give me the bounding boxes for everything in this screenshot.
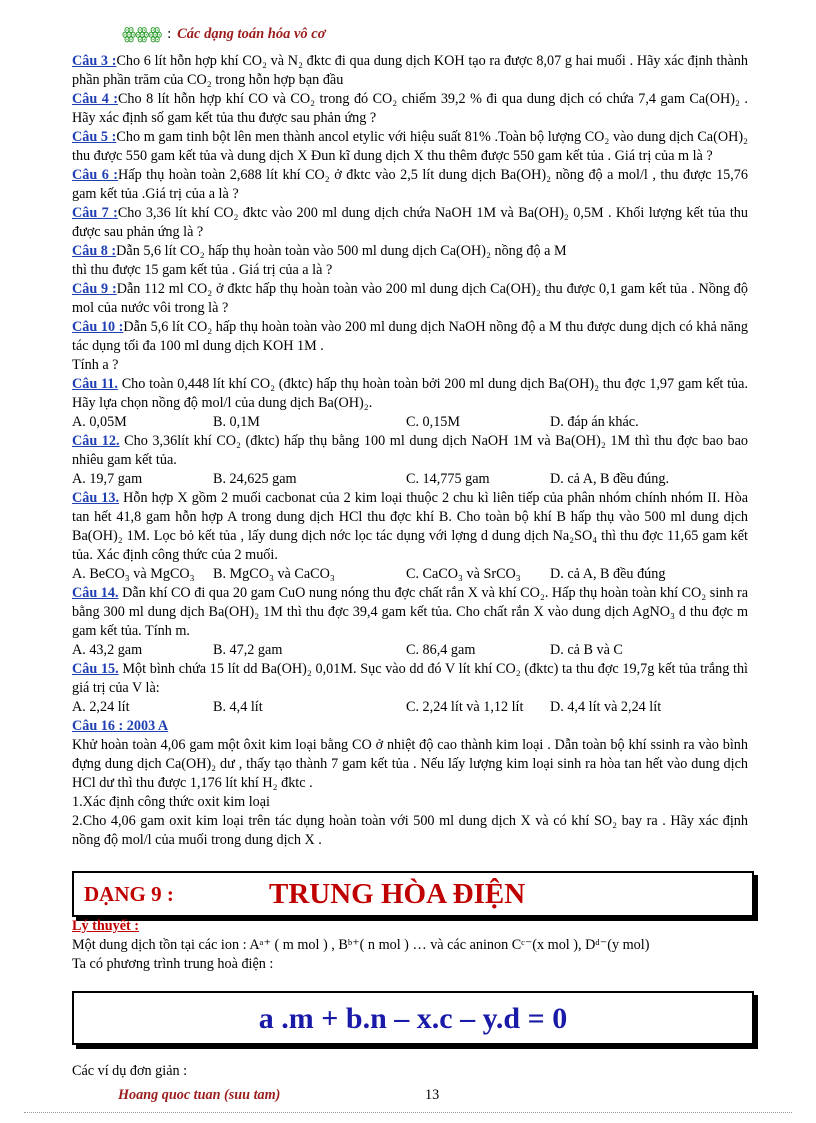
question-text: Cho m gam tinh bột lên men thành ancol etylic với hiệu suất 81% .Toàn bộ lượng CO₂ vào dung dịch Ca(OH)₂ thu được 550 gam kết tủa và dung dịch X Đun kĩ dung dịch X thu thêm được 550 gam kết tủa . Giá trị của m là ?	[72, 129, 748, 164]
question-text: Dẫn 5,6 lít CO₂ hấp thụ hoàn toàn vào 500 ml dung dịch Ca(OH)₂ nồng độ a M	[116, 243, 567, 259]
theory-line-2: Ta có phương trình trung hoà điện :	[72, 956, 274, 972]
question-label: Câu 15.	[72, 661, 119, 677]
answer-options	[72, 470, 748, 489]
question-6	[72, 166, 748, 204]
question-14	[72, 584, 748, 641]
question-label: Câu 10 :	[72, 319, 124, 335]
option-b: B. 24,625 gam	[213, 471, 297, 487]
header-separator: :	[167, 25, 172, 42]
option-b: B. 47,2 gam	[213, 642, 283, 658]
question-label: Câu 3 :	[72, 53, 117, 69]
footer-divider	[24, 1112, 792, 1113]
answer-options	[72, 641, 748, 660]
question-text: Dẫn khí CO đi qua 20 gam CuO nung nóng thu đợc chất rắn X và khí CO₂. Hấp thụ hoàn toàn khí CO₂ sinh ra bằng 300 ml dung dịch Ba(OH)₂ 1M thì thu đợc 39,4 gam kết tủa. Cho chất rắn X vào dung dịch AgNO₃ d thu đợc m gam kết tủa. Tính m.	[72, 585, 749, 639]
answer-options	[72, 413, 748, 432]
question-label: Câu 4 :	[72, 91, 118, 107]
question-9	[72, 280, 748, 318]
section-title: TRUNG HÒA ĐIỆN	[269, 877, 526, 910]
theory-block	[72, 917, 748, 974]
option-c: C. 86,4 gam	[406, 642, 476, 658]
section-label: DẠNG 9 :	[84, 881, 174, 906]
option-a: A. 19,7 gam	[72, 471, 143, 487]
question-text: Cho toàn 0,448 lít khí CO₂ (đktc) hấp thụ hoàn toàn bởi 200 ml dung dịch Ba(OH)₂ thu đợc 1,97 gam kết tủa. Hãy lựa chọn nồng độ mol/l của dung dịch Ba(OH)₂.	[72, 376, 748, 411]
question-16-part-2: 2.Cho 4,06 gam oxit kim loại trên tác dụng hoàn toàn với 500 ml dung dịch X và có khí SO₂ bay ra . Hãy xác định nồng độ mol/l của muối trong dung dịch X .	[72, 813, 748, 848]
question-text-cont: thì thu được 15 gam kết tủa . Giá trị của a là ?	[72, 262, 333, 278]
question-text: Dẫn 112 ml CO₂ ở đktc hấp thụ hoàn toàn vào 200 ml dung dịch Ca(OH)₂ thu được 0,1 gam kết tủa . Nồng độ mol của nước vôi trong là ?	[72, 281, 748, 316]
option-b: B. MgCO₃ và CaCO₃	[213, 566, 335, 582]
formula-box	[72, 991, 754, 1045]
option-a: A. 43,2 gam	[72, 642, 143, 658]
logo-icon: ꙮꙮꙮ	[122, 25, 162, 43]
section-heading-box	[72, 871, 754, 917]
question-label: Câu 9 :	[72, 281, 117, 297]
question-text: Cho 3,36lít khí CO₂ (đktc) hấp thụ bằng 100 ml dung dịch NaOH 1M và Ba(OH)₂ 1M thì thu đợc bao bao nhiêu gam kết tủa.	[72, 433, 748, 468]
option-a: A. BeCO₃ và MgCO₃	[72, 566, 195, 582]
question-12	[72, 432, 748, 470]
option-d: D. cả A, B đều đúng.	[550, 471, 669, 487]
question-7	[72, 204, 748, 242]
question-label: Câu 13.	[72, 490, 120, 506]
option-c: C. CaCO₃ và SrCO₃	[406, 566, 521, 582]
question-text: Một bình chứa 15 lít dd Ba(OH)₂ 0,01M. Sục vào dd đó V lít khí CO₂ (đktc) ta thu đợc 19,7g kết tủa trắng thì giá trị của V là:	[72, 661, 748, 696]
charge-balance-formula: a .m + b.n – x.c – y.d = 0	[258, 1001, 568, 1035]
question-11	[72, 375, 748, 413]
question-16-part-1: 1.Xác định công thức oxit kim loại	[72, 794, 271, 810]
page-number: 13	[425, 1087, 440, 1103]
question-label: Câu 12.	[72, 433, 120, 449]
question-16	[72, 717, 748, 736]
question-label: Câu 7 :	[72, 205, 118, 221]
option-a: A. 2,24 lít	[72, 699, 130, 715]
question-text: Cho 3,36 lít khí CO₂ đktc vào 200 ml dung dịch chứa NaOH 1M và Ba(OH)₂ 0,5M . Khối lượng kết tủa thu được sau phản ứng là ?	[72, 205, 748, 240]
questions-list	[72, 52, 748, 850]
question-4	[72, 90, 748, 128]
option-b: B. 0,1M	[213, 414, 260, 430]
header-title: Các dạng toán hóa vô cơ	[177, 25, 326, 42]
answer-options	[72, 565, 748, 584]
option-d: D. cả B và C	[550, 642, 623, 658]
theory-line-1: Một dung dịch tồn tại các ion : Aᵃ⁺ ( m mol ) , Bᵇ⁺( n mol ) … và các aninon Cᶜ⁻(x mol ), Dᵈ⁻(y mol)	[72, 937, 650, 953]
examples-label: Các ví dụ đơn giản :	[72, 1063, 188, 1079]
question-16-body: Khử hoàn toàn 4,06 gam một ôxit kim loại bằng CO ở nhiệt độ cao thành kim loại . Dẫn toàn bộ khí ssinh ra vào bình đựng dung dịch Ca(OH)₂ dư , thấy tạo thành 7 gam kết tủa . Nếu lấy lượng kim loại sinh ra hòa tan hết vào dung dịch HCl dư thì thu được 1,176 lít khí H₂ đktc .	[72, 737, 748, 791]
question-label: Câu 8 :	[72, 243, 117, 259]
question-label: Câu 5 :	[72, 129, 117, 145]
question-text: Hấp thụ hoàn toàn 2,688 lít khí CO₂ ở đktc vào 2,5 lít dung dịch Ba(OH)₂ nồng độ a mol/l , thu được 15,76 gam kết tủa .Giá trị của a là ?	[72, 167, 748, 202]
option-d: D. đáp án khác.	[550, 414, 639, 430]
question-text: Dẫn 5,6 lít CO₂ hấp thụ hoàn toàn vào 200 ml dung dịch NaOH nồng độ a M thu được dung dịch có khả năng tác dụng tối đa 100 ml dung dịch KOH 1M .	[72, 319, 748, 354]
question-3	[72, 52, 748, 90]
question-10	[72, 318, 748, 375]
question-label: Câu 11.	[72, 376, 118, 392]
page-header	[122, 23, 326, 45]
question-13	[72, 489, 748, 565]
question-15	[72, 660, 748, 698]
question-text-cont: Tính a ?	[72, 357, 119, 373]
option-c: C. 2,24 lít và 1,12 lít	[406, 699, 524, 715]
question-text: Cho 8 lít hỗn hợp khí CO và CO₂ trong đó CO₂ chiếm 39,2 % đi qua dung dịch có chứa 7,4 gam Ca(OH)₂ . Hãy xác định số gam kết tủa thu được sau phản ứng ?	[72, 91, 748, 126]
option-d: D. 4,4 lít và 2,24 lít	[550, 699, 662, 715]
question-5	[72, 128, 748, 166]
theory-heading: Lý thuyết :	[72, 918, 139, 934]
option-d: D. cả A, B đều đúng	[550, 566, 666, 582]
option-c: C. 0,15M	[406, 414, 460, 430]
question-8	[72, 242, 748, 280]
option-a: A. 0,05M	[72, 414, 127, 430]
question-text: Hỗn hợp X gồm 2 muối cacbonat của 2 kim loại thuộc 2 chu kì liên tiếp của phân nhóm chính nhóm II. Hòa tan hết 41,8 gam hỗn hợp A trong dung dịch HCl thu đợc khí B. Cho toàn bộ khí B hấp thụ vào 500 ml dung dịch Ba(OH)₂ 1M. Lọc bỏ kết tủa , lấy dung dịch nớc lọc tác dụng với lợng d dung dịch Na₂SO₄ thì thu đợc 11,65 gam kết tủa. Xác định công thức của 2 muối.	[72, 490, 749, 563]
footer-author: Hoang quoc tuan (suu tam)	[118, 1087, 281, 1103]
question-label: Câu 14.	[72, 585, 119, 601]
question-text: Cho 6 lít hỗn hợp khí CO₂ và N₂ đktc đi qua dung dịch KOH tạo ra được 8,07 g hai muối . Hãy xác định thành phần phần trăm của CO₂ trong hỗn hợp bạn đầu	[72, 53, 748, 88]
option-b: B. 4,4 lít	[213, 699, 263, 715]
option-c: C. 14,775 gam	[406, 471, 490, 487]
question-label: Câu 16 : 2003 A	[72, 718, 169, 734]
question-label: Câu 6 :	[72, 167, 119, 183]
answer-options	[72, 698, 748, 717]
page-footer	[118, 1086, 758, 1105]
